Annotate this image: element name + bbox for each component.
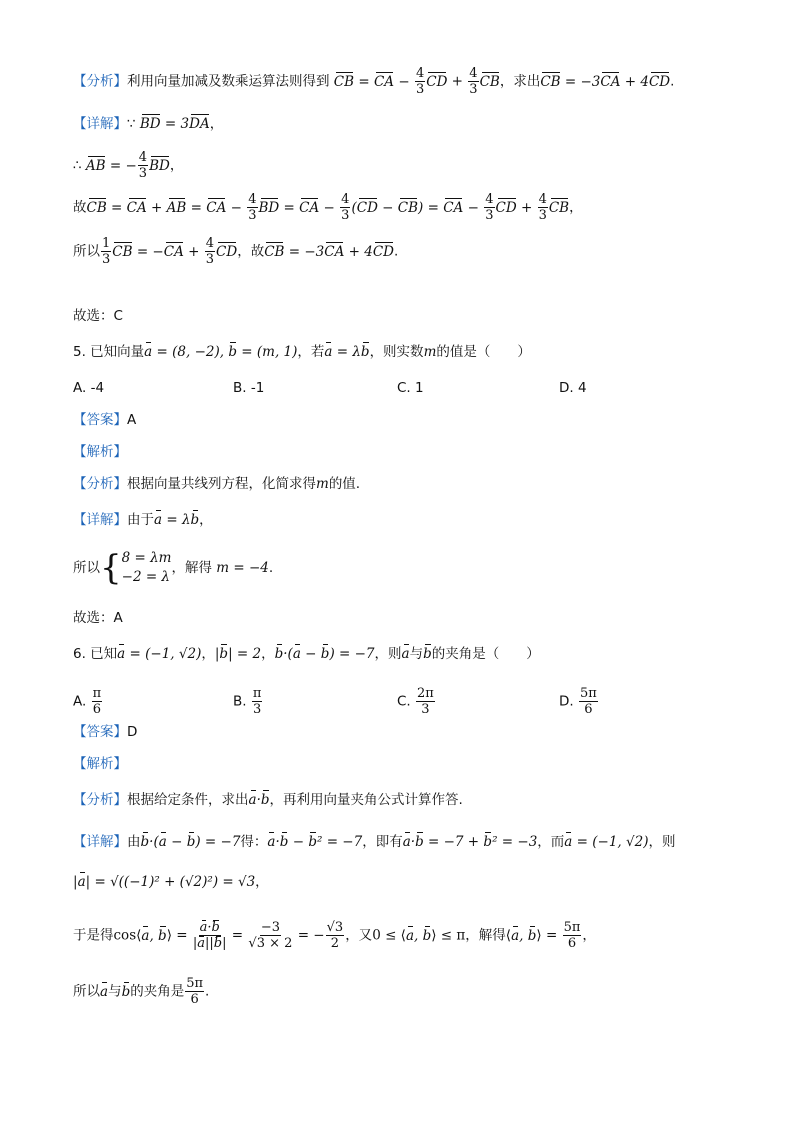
q4-analysis: 【分析】利用向量加减及数乘运算法则得到 CB = CA − $\frac{4}{3}$ CD + $\frac{4}{3}$ CB，求出CB = −3CA + 4CD. bbox=[73, 66, 675, 97]
q6-option-c[interactable]: C. $\frac{2\pi}{3}$ bbox=[397, 686, 434, 717]
q6-options bbox=[73, 680, 713, 716]
q5-detail: 【详解】由于a = λb， bbox=[73, 512, 213, 528]
q6-option-b[interactable]: B. $\frac{\pi}{3}$ bbox=[233, 686, 262, 717]
q4-detail-4: 所以 $\frac{1}{3}$ CB = −CA + $\frac{4}{3}$ CD，故CB = −3CA + 4CD. bbox=[73, 236, 399, 267]
analysis-tag: 【分析】 bbox=[73, 73, 127, 90]
q6-detail-3: 于是得cos⟨a, b⟩ = $\frac{a\cdot b}{|a||b|}$ = $\frac{-3}{√3 \times 2}$ = − $\frac{√3}{2}$ ，又0 ≤ ⟨a, b⟩ ≤ π，解得⟨a, b⟩ = $\frac{5\pi}{6}$ ， bbox=[73, 920, 596, 951]
q5-answer: 【答案】A bbox=[73, 412, 137, 428]
q4-choice: 故选：C bbox=[73, 308, 123, 324]
q5-option-c[interactable]: C. 1 bbox=[397, 380, 424, 396]
q4-detail-3: 故CB = CA + AB = CA − $\frac{4}{3}$ BD = CA − $\frac{4}{3}$ (CD − CB) = CA − $\frac{4}{3}$ CD + $\frac{4}{3}$ CB， bbox=[73, 192, 583, 223]
q5-option-d[interactable]: D. 4 bbox=[559, 380, 587, 396]
q5-analysis: 【分析】根据向量共线列方程，化简求得m的值. bbox=[73, 476, 361, 492]
q5-stem: 5. 已知向量a = (8, −2), b = (m, 1)，若a = λb，则实数m的值是（ ） bbox=[73, 344, 531, 360]
analysis-text: 利用向量加减及数乘运算法则得到 bbox=[127, 73, 330, 90]
q4-detail-1: 【详解】∵ BD = 3DA， bbox=[73, 116, 224, 132]
q6-detail-4: 所以a与b的夹角是 $\frac{5\pi}{6}$ . bbox=[73, 976, 210, 1007]
q6-solution-tag: 【解析】 bbox=[73, 756, 127, 772]
q5-options bbox=[73, 378, 693, 398]
q5-option-a[interactable]: A. -4 bbox=[73, 380, 105, 396]
q5-choice: 故选：A bbox=[73, 610, 123, 626]
q6-option-d[interactable]: D. $\frac{5\pi}{6}$ bbox=[559, 686, 597, 717]
q5-option-b[interactable]: B. -1 bbox=[233, 380, 265, 396]
q6-detail-2: |a| = √((−1)² + (√2)²) = √3， bbox=[73, 874, 269, 890]
q5-system: 所以{ 8 = λm −2 = λ ，解得 m = −4. bbox=[73, 548, 274, 588]
analysis-mid: ，求出 bbox=[499, 73, 541, 90]
q6-analysis: 【分析】根据给定条件，求出a·b，再利用向量夹角公式计算作答. bbox=[73, 792, 463, 808]
q4-detail-2: ∴ AB = − $\frac{4}{3}$ BD， bbox=[73, 150, 184, 181]
q5-solution-tag: 【解析】 bbox=[73, 444, 127, 460]
q6-stem: 6. 已知a = (−1, √2)，|b| = 2，b·(a − b) = −7，则a与b的夹角是（ ） bbox=[73, 646, 540, 662]
detail-tag: 【详解】 bbox=[73, 116, 127, 132]
q6-option-a[interactable]: A. $\frac{\pi}{6}$ bbox=[73, 686, 102, 717]
q6-answer: 【答案】D bbox=[73, 724, 138, 740]
q6-detail-1: 【详解】由b·(a − b) = −7得：a·b − b² = −7，即有a·b = −7 + b² = −3，而a = (−1, √2)，则 bbox=[73, 834, 676, 850]
